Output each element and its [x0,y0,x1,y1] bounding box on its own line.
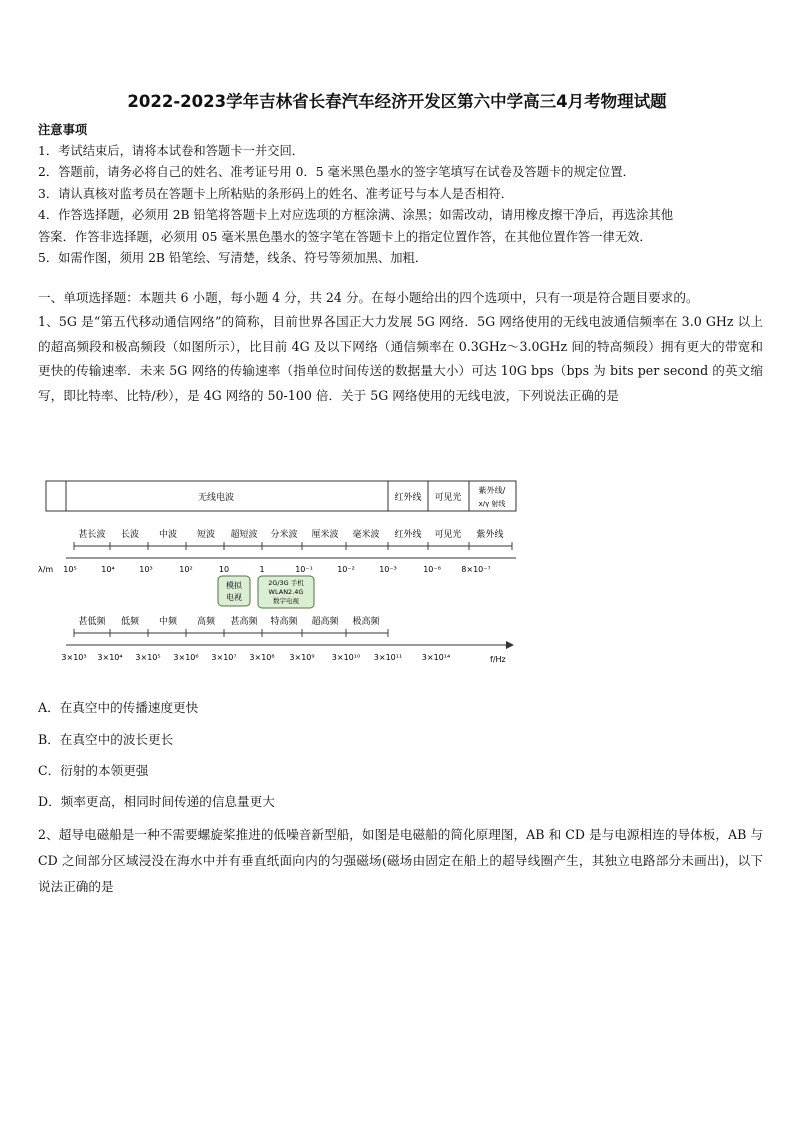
lambda-tick: 10⁴ [101,565,115,574]
freq-band-brackets [74,629,388,637]
wave-band-label: 长波 [120,530,140,540]
wave-band-brackets [74,542,512,550]
freq-tick: 3×10⁸ [249,653,275,662]
option-c: C．衍射的本领更强 [38,763,149,778]
freq-tick: 3×10⁹ [289,653,315,662]
lambda-tick: 1 [259,565,265,574]
notes-heading: 注意事项 [38,122,88,137]
lambda-tick: 10⁻³ [379,565,397,574]
freq-band-label: 低频 [120,617,140,627]
notes-item: 1．考试结束后，请将本试卷和答题卡一并交回． [38,143,305,158]
wave-band-label: 甚长波 [78,530,106,540]
wave-band-label: 中波 [158,530,178,540]
wave-band-label: 红外线 [394,530,422,540]
freq-tick: 3×10³ [61,653,87,662]
notes-item: 3．请认真核对监考员在答题卡上所粘贴的条形码上的姓名、准考证号与本人是否相符． [38,186,514,201]
lambda-axis-label: λ/m [38,565,54,574]
lambda-tick: 10⁻⁶ [423,565,441,574]
callout-text: WLAN2.4G [268,588,304,596]
wave-band-label: 短波 [196,530,216,540]
freq-ticks [61,653,450,662]
freq-tick: 3×10⁶ [173,653,199,662]
lambda-tick: 8×10⁻⁷ [461,565,491,574]
freq-tick: 3×10¹⁰ [331,653,361,662]
wavelength-bands [78,528,503,540]
band-visible: 可见光 [434,493,462,503]
freq-tick: 3×10⁴ [97,653,123,662]
axis-arrow [506,641,514,649]
freq-tick: 3×10⁵ [135,653,161,662]
notes-item: 答案．作答非选择题，必须用 05 毫米黑色墨水的签字笔在答题卡上的指定位置作答，在其他位置作答一律无效． [38,229,652,244]
lambda-tick: 10³ [139,565,153,574]
freq-tick: 3×10¹¹ [373,653,403,662]
freq-band-label: 超高频 [311,617,339,627]
freq-band-label: 极高频 [352,617,380,627]
wave-band-label: 紫外线 [476,530,504,540]
option-a: A．在真空中的传播速度更快 [38,700,199,715]
lambda-ticks [63,565,490,574]
option-b: B．在真空中的波长更长 [38,732,174,747]
lambda-tick: 10 [218,565,230,574]
wave-band-label: 分米波 [270,530,298,540]
freq-axis-label: f/Hz [490,655,506,664]
callout-text: 2G/3G 手机 [268,579,304,587]
freq-band-label: 高频 [196,617,216,627]
callout-text: 电视 [226,593,242,602]
freq-band-label: 甚低频 [78,617,106,627]
band-xray: x/γ 射线 [478,500,506,508]
band-radio: 无线电波 [197,493,235,503]
callout-text: 模拟 [226,581,242,590]
lambda-tick: 10⁵ [63,565,77,574]
question-1-text: 1、5G 是“第五代移动通信网络”的简称，目前世界各国正大力发展 5G 网络．5G 网络使用的无线电波通信频率在 3.0 GHz 以上的超高频段和极高频段（如图所示），比目前 4G 及以下网络（通信频率在 0.3GHz～3.0GHz 间的特高频段）拥有更大的带宽和更快的传输速率．未来 5G 网络的传输速率（指单位时间传送的数据量大小）可达 10G bps（bps 为 bits per second 的英文缩写，即比特率、比特/秒），是 4G 网络的 50-100 倍．关于 5G 网络使用的无线电波，下列说法正确的是 [38,314,763,403]
freq-tick: 3×10¹⁴ [421,653,451,662]
wave-band-label: 厘米波 [311,530,339,540]
section-heading: 一、单项选择题：本题共 6 小题，每小题 4 分，共 24 分。在每小题给出的四个选项中，只有一项是符合题目要求的。 [38,290,699,305]
freq-tick: 3×10⁷ [211,653,237,662]
lambda-tick: 10⁻² [337,565,355,574]
band-uv: 紫外线/ [478,486,506,495]
notes-item: 5．如需作图，须用 2B 铅笔绘、写清楚，线条、符号等须加黑、加粗． [38,251,428,265]
lambda-tick: 10⁻¹ [295,565,313,574]
spectrum-figure [36,478,526,668]
freq-band-label: 特高频 [270,617,298,627]
notes-item: 4．作答选择题，必须用 2B 铅笔将答题卡上对应选项的方框涂满、涂黑；如需改动，请用橡皮擦干净后，再选涂其他 [38,208,674,222]
option-d: D．频率更高，相同时间传递的信息量更大 [38,794,275,809]
freq-band-label: 甚高频 [230,617,258,627]
page-title: 2022-2023学年吉林省长春汽车经济开发区第六中学高三4月考物理试题 [127,92,667,111]
frequency-bands [78,615,380,627]
band-infrared: 红外线 [394,493,422,503]
notes-block [38,119,763,270]
wave-band-label: 超短波 [230,530,258,540]
question-2-text: 2、超导电磁船是一种不需要螺旋桨推进的低噪音新型船，如图是电磁船的简化原理图，AB 和 CD 是与电源相连的导体板，AB 与 CD 之间部分区域浸没在海水中并有垂直纸面向内的匀强磁场(磁场由固定在船上的超导线圈产生，其独立电路部分未画出)，以下说法正确的是 [38,827,763,894]
callout-text: 数字电视 [273,597,299,605]
wave-band-label: 毫米波 [352,530,380,540]
lambda-tick: 10² [179,565,193,574]
freq-band-label: 中频 [158,617,178,627]
wave-band-label: 可见光 [434,530,462,540]
notes-item: 2．答题前，请务必将自己的姓名、准考证号用 0．5 毫米黑色墨水的签字笔填写在试卷及答题卡的规定位置． [38,165,635,179]
